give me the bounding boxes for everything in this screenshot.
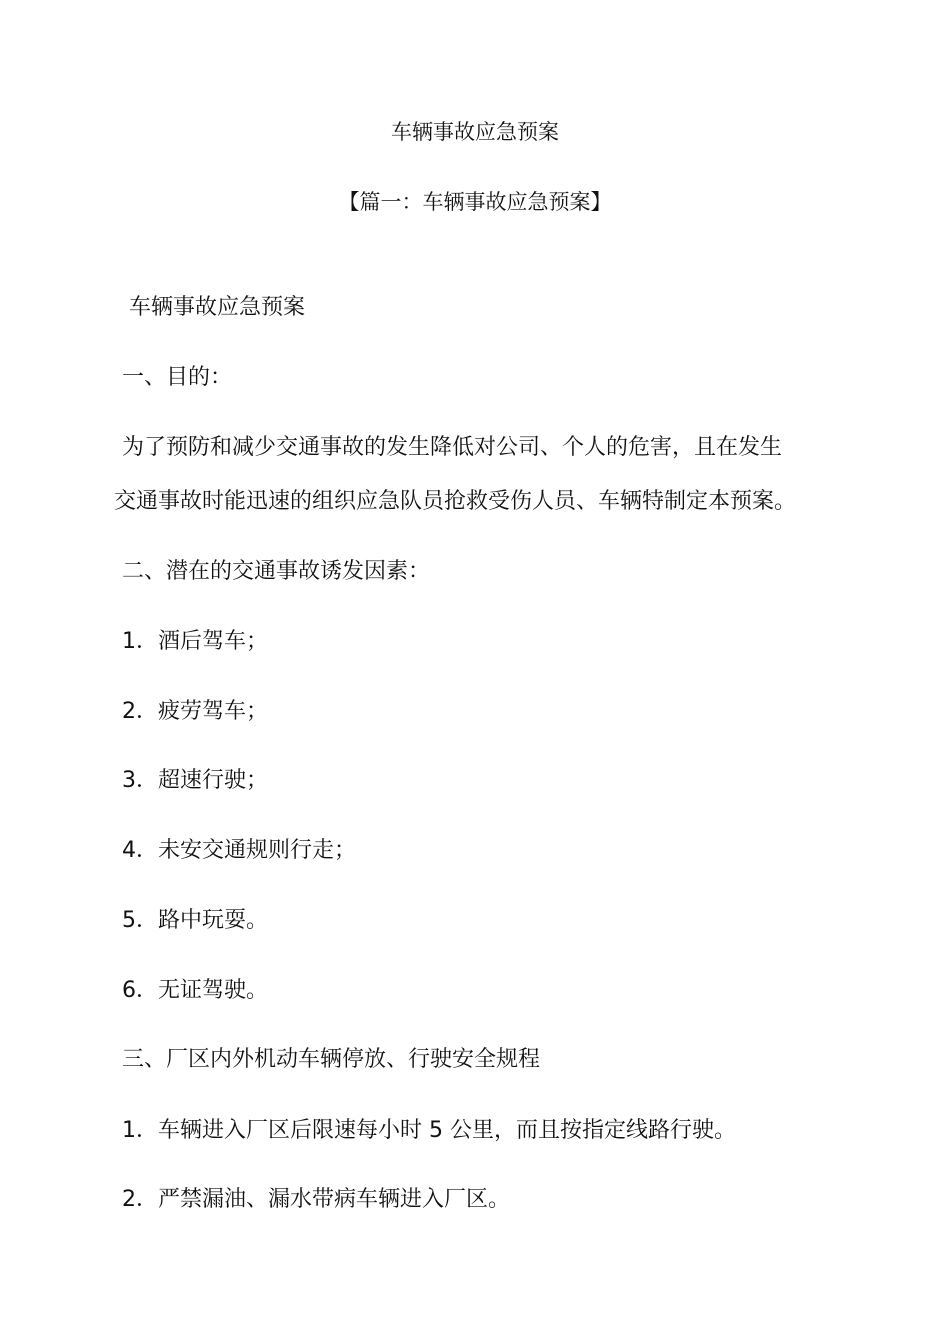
rule-item bbox=[122, 1185, 510, 1215]
factor-item-number: 6． bbox=[122, 978, 158, 1003]
rule-item bbox=[122, 1116, 736, 1146]
factor-item bbox=[122, 766, 268, 796]
factor-item-number: 1． bbox=[122, 629, 158, 654]
factor-item-number: 2． bbox=[122, 699, 158, 724]
factor-item-number: 4． bbox=[122, 838, 158, 863]
rule-item-text: 严禁漏油、漏水带病车辆进入厂区。 bbox=[158, 1187, 511, 1212]
factor-item bbox=[122, 906, 268, 936]
factor-item bbox=[122, 976, 268, 1006]
factor-item-text: 未安交通规则行走； bbox=[158, 838, 357, 863]
rules-heading: 三、厂区内外机动车辆停放、行驶安全规程 bbox=[122, 1047, 541, 1072]
factor-item-text: 无证驾驶。 bbox=[158, 978, 269, 1003]
factor-item-text: 酒后驾车； bbox=[158, 629, 269, 654]
rule-item-number: 1． bbox=[122, 1118, 158, 1143]
factors-heading: 二、潜在的交通事故诱发因素： bbox=[122, 559, 431, 584]
rule-item-number: 2． bbox=[122, 1187, 158, 1212]
factor-item-number: 3． bbox=[122, 768, 158, 793]
purpose-text-line-2: 交通事故时能迅速的组织应急队员抢救受伤人员、车辆特制定本预案。 bbox=[114, 489, 797, 514]
factor-item-number: 5． bbox=[122, 908, 158, 933]
purpose-text-line-1: 为了预防和减少交通事故的发生降低对公司、个人的危害，且在发生 bbox=[122, 435, 783, 460]
purpose-heading: 一、目的： bbox=[122, 365, 233, 390]
factor-item bbox=[122, 697, 268, 727]
document-subtitle: 【篇一：车辆事故应急预案】 bbox=[338, 190, 612, 214]
rule-item-text: 车辆进入厂区后限速每小时 5 公里，而且按指定线路行驶。 bbox=[158, 1118, 736, 1143]
factor-item-text: 超速行驶； bbox=[158, 768, 269, 793]
factor-item bbox=[122, 836, 356, 866]
factor-item bbox=[122, 627, 268, 657]
section-title: 车辆事故应急预案 bbox=[129, 295, 306, 320]
factor-item-text: 疲劳驾车； bbox=[158, 699, 269, 724]
factor-item-text: 路中玩耍。 bbox=[158, 908, 269, 933]
document-title: 车辆事故应急预案 bbox=[391, 120, 559, 144]
